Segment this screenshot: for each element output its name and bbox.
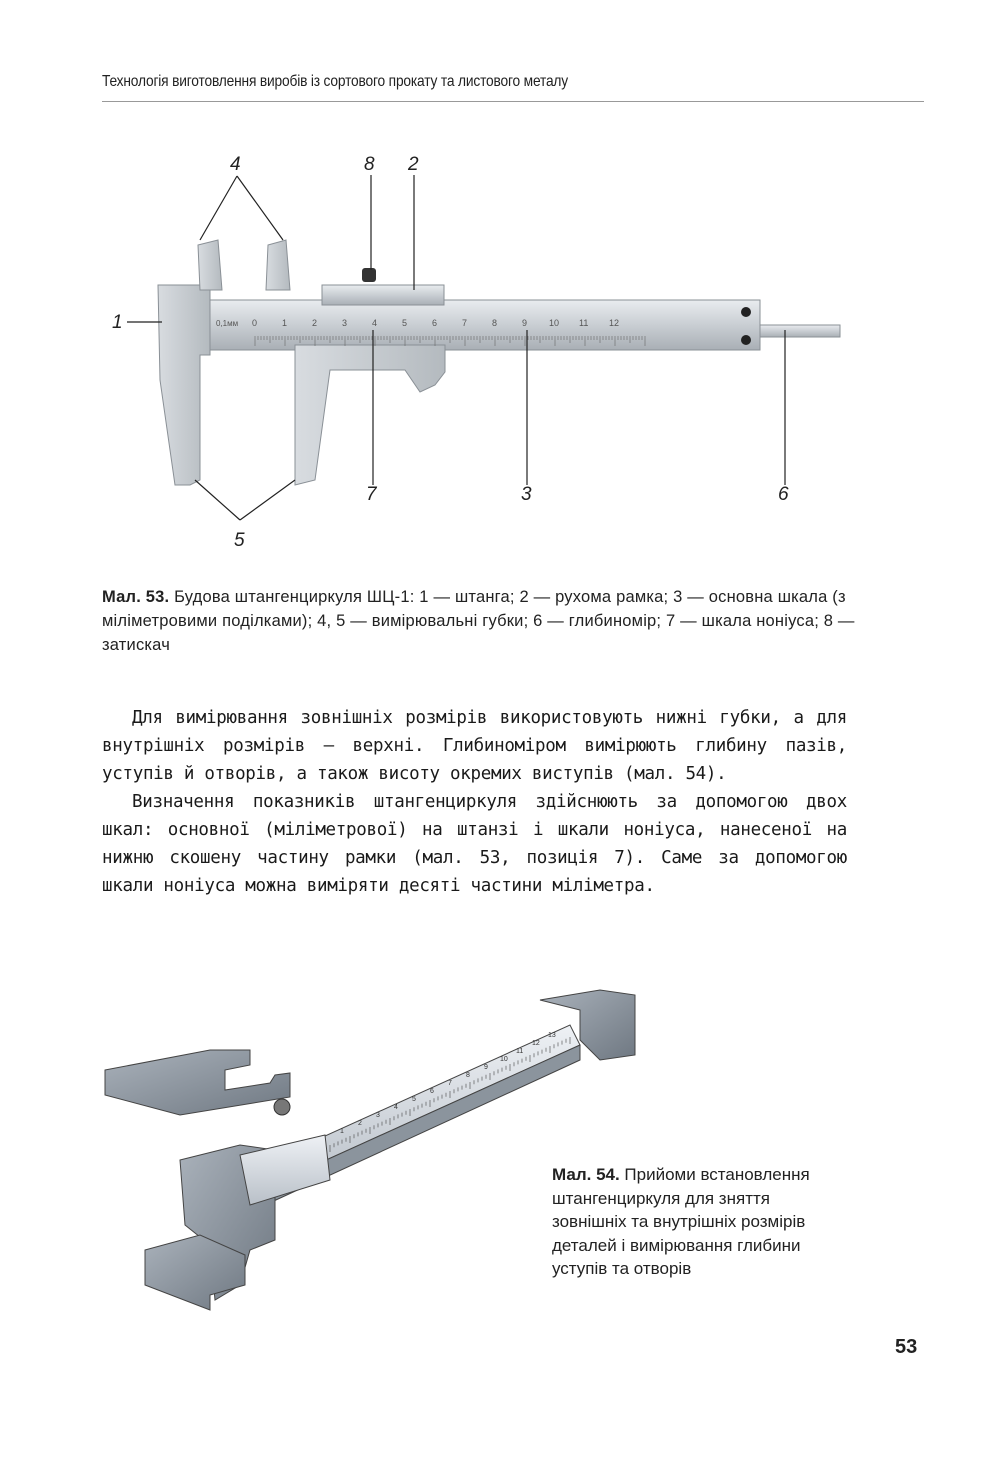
callout-1: 1 xyxy=(112,312,123,333)
moving-frame xyxy=(266,240,445,485)
figure-54-caption-text: Прийоми встановлення штангенциркуля для зняття зовнішніх та внутрішніх розмірів деталей і вимірювання глибини уступів та отворів xyxy=(552,1165,810,1278)
scale-number: 13 xyxy=(548,1032,556,1039)
scale-number: 9 xyxy=(484,1064,488,1071)
scale-number: 4 xyxy=(372,318,378,328)
scale-unit-label: 0,1мм xyxy=(216,319,239,328)
caliper-beam xyxy=(160,300,840,350)
scale-number: 6 xyxy=(430,1088,434,1095)
scale-number: 4 xyxy=(394,1104,398,1111)
callout-3: 3 xyxy=(521,484,532,505)
paragraph: Визначення показників штангенциркуля здійснюють за допомогою двох шкал: основної (міліметрової) на штанзі і шкали ноніуса, нанесеної на нижню скошену частину рамки (мал. 53, позиція 7). Саме за допомогою шкали ноніуса можна виміряти десяті частини міліметра. xyxy=(102,792,847,896)
scale-number: 11 xyxy=(516,1048,524,1055)
scale-number: 0 xyxy=(252,318,258,328)
page-number: 53 xyxy=(895,1336,918,1358)
scale-number: 7 xyxy=(448,1080,452,1087)
scale-number: 10 xyxy=(500,1056,508,1063)
scale-number: 9 xyxy=(522,318,528,328)
scale-number: 8 xyxy=(492,318,498,328)
scale-number: 12 xyxy=(532,1040,540,1047)
callout-8: 8 xyxy=(364,154,375,175)
body-text xyxy=(102,704,847,900)
scale-number: 5 xyxy=(412,1096,416,1103)
scale-number: 8 xyxy=(466,1072,470,1079)
scale-number: 10 xyxy=(549,318,560,328)
figure-54-label: Мал. 54. xyxy=(552,1165,620,1184)
figure-53-caption-text: Будова штангенциркуля ШЦ-1: 1 — штанга; 2 — рухома рамка; 3 — основна шкала (з міліметровими поділками); 4, 5 — вимірювальні губки; 6 — глибиномір; 7 — шкала ноніуса; 8 — затискач xyxy=(102,588,855,654)
figure-53-caption xyxy=(102,585,862,657)
callout-4: 4 xyxy=(230,154,241,175)
callout-6: 6 xyxy=(778,484,789,505)
scale-number: 11 xyxy=(579,318,589,328)
fixed-jaw xyxy=(158,240,222,485)
scale-number: 3 xyxy=(376,1112,380,1119)
paragraph: Для вимірювання зовнішніх розмірів використовують нижні губки, а для внутрішніх розмірів — верхні. Глибиноміром вимірюють глибину пазів, уступів й отворів, а також висоту окремих виступів (мал. 54). xyxy=(102,708,847,784)
scale-number: 2 xyxy=(312,318,318,328)
scale-number: 12 xyxy=(609,318,620,328)
scale-number: 3 xyxy=(342,318,348,328)
scale-number: 1 xyxy=(282,318,288,328)
running-header: Технологія виготовлення виробів із сортового прокату та листового металу xyxy=(102,73,568,90)
scale-number: 2 xyxy=(358,1120,362,1127)
scale-number: 6 xyxy=(432,318,438,328)
figure-53 xyxy=(100,140,860,560)
scale-number: 7 xyxy=(462,318,468,328)
callout-7: 7 xyxy=(366,484,377,505)
scale-number: 1 xyxy=(340,1128,344,1135)
figure-53-label: Мал. 53. xyxy=(102,588,170,606)
figure-54-caption xyxy=(552,1163,842,1281)
header-rule xyxy=(102,101,924,102)
workpiece-top xyxy=(105,1050,290,1115)
callout-2: 2 xyxy=(408,154,419,175)
scale-number: 5 xyxy=(402,318,408,328)
callout-5: 5 xyxy=(234,530,245,551)
